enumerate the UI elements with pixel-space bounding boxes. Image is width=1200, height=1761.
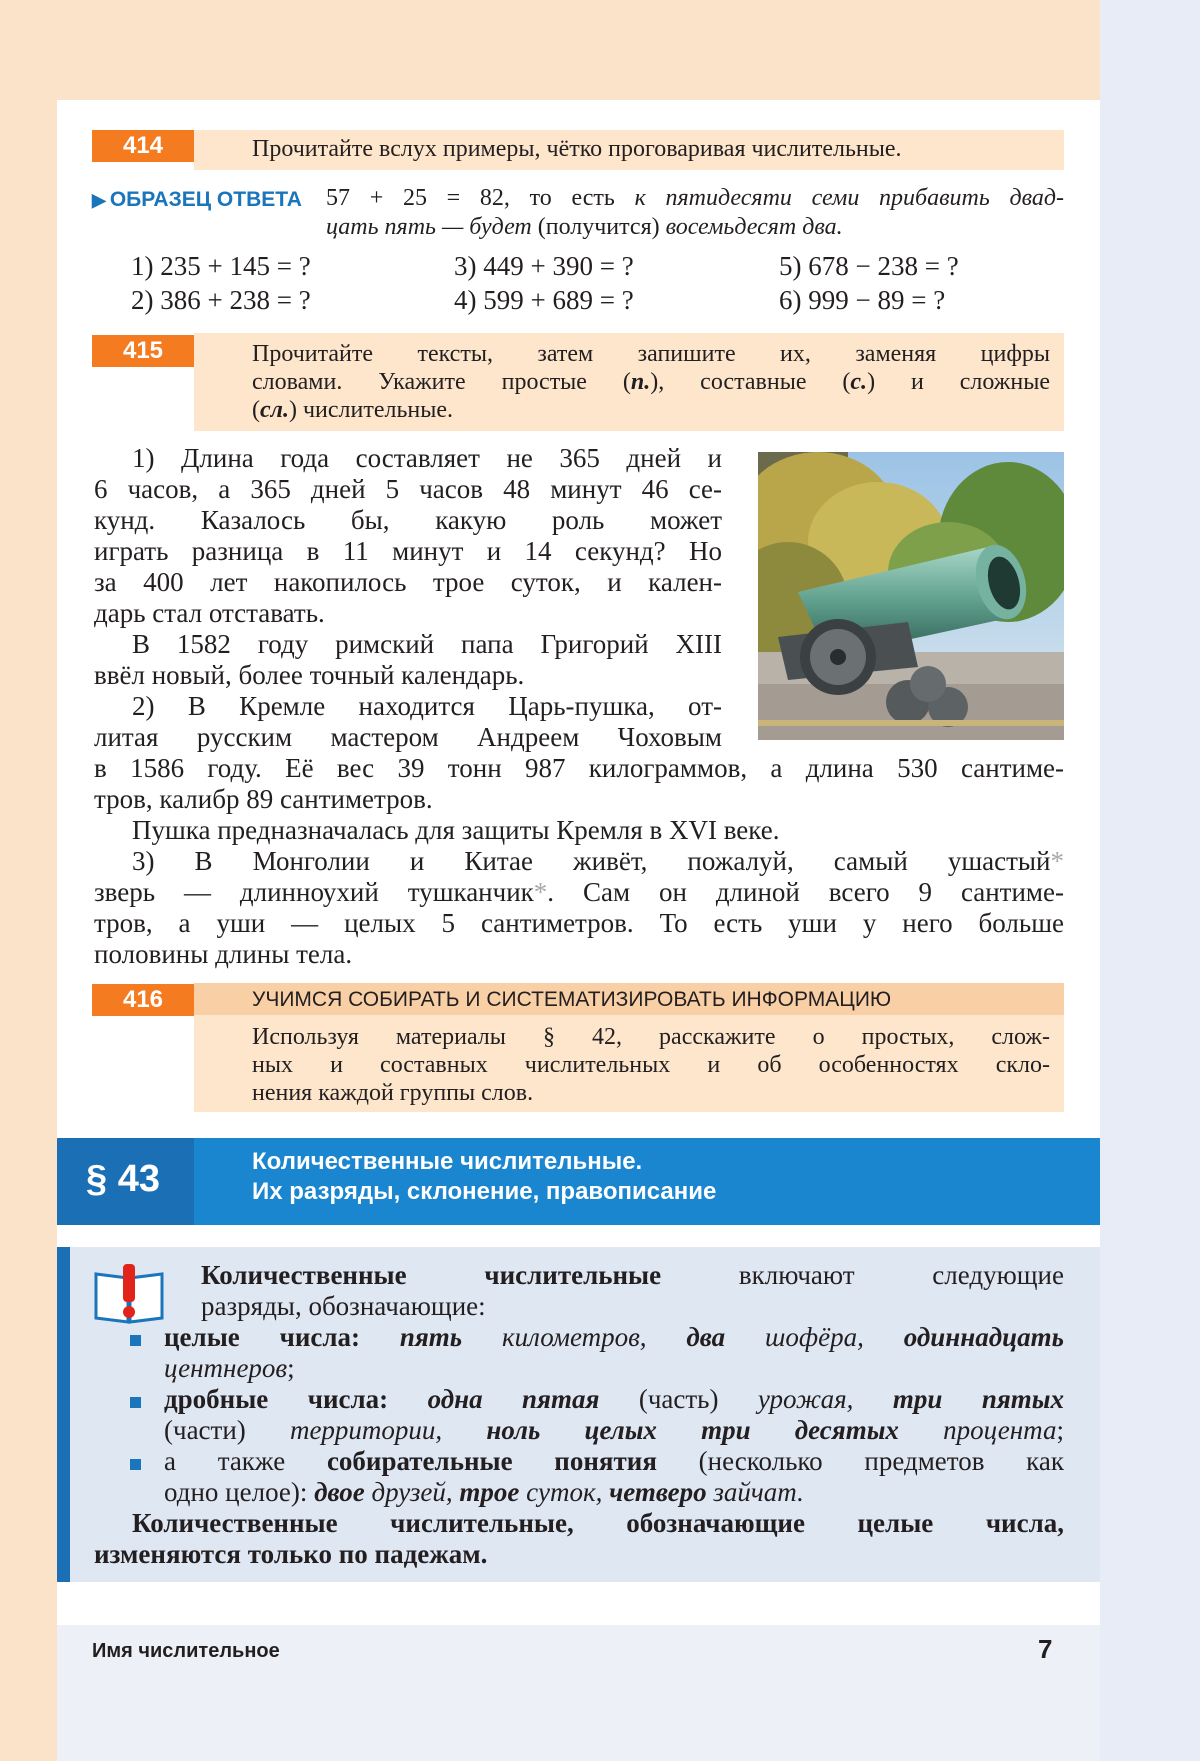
bullet-marker	[130, 1397, 141, 1408]
example-3: 3) 449 + 390 = ?	[454, 251, 634, 281]
task-416-heading: УЧИМСЯ СОБИРАТЬ И СИСТЕМАТИЗИРОВАТЬ ИНФОРМАЦИЮ	[252, 988, 892, 1011]
page-margin-right	[1100, 0, 1200, 1761]
example-2: 2) 386 + 238 = ?	[131, 285, 311, 315]
text-line: 1) Длина года составляет не 365 дней и	[132, 443, 722, 473]
text-line: половины длины тела.	[94, 939, 353, 969]
text-line: зверь — длинноухий тушканчик*. Сам он длиной всего 9 сантиме-	[94, 877, 1064, 907]
text-line: Пушка предназначалась для защиты Кремля в XVI веке.	[132, 815, 780, 845]
example-5: 5) 678 − 238 = ?	[779, 251, 959, 281]
task-416-number: 416	[92, 984, 194, 1016]
sample-answer-text: 57 + 25 = 82, то есть к пятидесяти семи прибавить двад- цать пять — будет (получится) восемьдесят два.	[326, 185, 1065, 240]
page-margin-top	[0, 0, 1100, 100]
bullet-marker	[130, 1459, 141, 1470]
sample-answer-label: ▶ ОБРАЗЕЦ ОТВЕТА	[92, 188, 302, 211]
text-line: за 400 лет накопилось трое суток, и кален-	[94, 567, 722, 597]
example-1: 1) 235 + 145 = ?	[131, 251, 311, 281]
text-line: литая русским мастером Андреем Чоховым	[94, 722, 722, 752]
rule-item-fractions: дробные числа: одна пятая (часть) урожая, три пятых (части) территории, ноль целых три десятых процента;	[164, 1384, 1064, 1445]
task-415-instruction: Прочитайте тексты, затем запишите их, заменяя цифры словами. Укажите простые (п.), составные (с.) и сложные (сл.) числительные.	[252, 341, 1051, 423]
section-number: § 43	[86, 1158, 160, 1200]
text-line: 6 часов, а 365 дней 5 часов 48 минут 46 се-	[94, 474, 722, 504]
page-margin-left	[0, 0, 57, 1761]
bullet-marker	[130, 1335, 141, 1346]
tsar-cannon-photo	[758, 452, 1064, 740]
text-line: В 1582 году римский папа Григорий XIII	[132, 629, 722, 659]
footnote-star: *	[533, 877, 548, 907]
task-416-instruction: Используя материалы § 42, расскажите о простых, слож- ных и составных числительных и об особенностях скло- нения каждой группы слов.	[252, 1024, 1050, 1106]
text-line: тров, калибр 89 сантиметров.	[94, 784, 433, 814]
task-415-texts-narrow	[94, 443, 722, 753]
footer-chapter-title: Имя числительное	[92, 1640, 280, 1662]
rule-box-accent-bar	[57, 1247, 70, 1582]
text-line: играть разница в 11 минут и 14 секунд? Но	[94, 536, 722, 566]
rule-text: Количественные числительные включают следующие разряды, обозначающие:	[201, 1260, 1064, 1321]
attention-book-icon	[92, 1262, 166, 1331]
sample-arrow-icon: ▶	[92, 190, 106, 210]
task-414-instruction: Прочитайте вслух примеры, чётко проговаривая числительные.	[252, 136, 902, 162]
page-number: 7	[1038, 1634, 1053, 1664]
tsar-cannon-illustration	[758, 452, 1064, 740]
example-6: 6) 999 − 89 = ?	[779, 285, 946, 315]
example-4: 4) 599 + 689 = ?	[454, 285, 634, 315]
text-line: дарь стал отставать.	[94, 598, 325, 628]
task-414-number: 414	[92, 130, 194, 162]
task-415-number: 415	[92, 335, 194, 367]
task-415-texts-wide	[94, 753, 1064, 970]
text-line: 2) В Кремле находится Царь-пушка, от-	[132, 691, 722, 721]
text-line: тров, а уши — целых 5 сантиметров. То есть уши у него больше	[94, 908, 1064, 938]
text-line: кунд. Казалось бы, какую роль может	[94, 505, 722, 535]
section-title: Количественные числительные. Их разряды, склонение, правописание	[252, 1148, 717, 1205]
text-line: ввёл новый, более точный календарь.	[94, 660, 525, 690]
text-line: 3) В Монголии и Китае живёт, пожалуй, самый ушастый*	[132, 846, 1064, 876]
rule-item-whole-numbers: целые числа: пять километров, два шофёра, одиннадцать центнеров;	[164, 1322, 1064, 1383]
text-line: в 1586 году. Её вес 39 тонн 987 килограммов, а длина 530 сантиме-	[94, 753, 1064, 783]
rule-conclusion: Количественные числительные, обозначающие целые числа, изменяются только по падежам.	[94, 1508, 1064, 1569]
footnote-star: *	[1050, 846, 1064, 876]
rule-item-collective: а также собирательные понятия (несколько предметов как одно целое): двое друзей, трое суток, четверо зайчат.	[164, 1446, 1064, 1507]
